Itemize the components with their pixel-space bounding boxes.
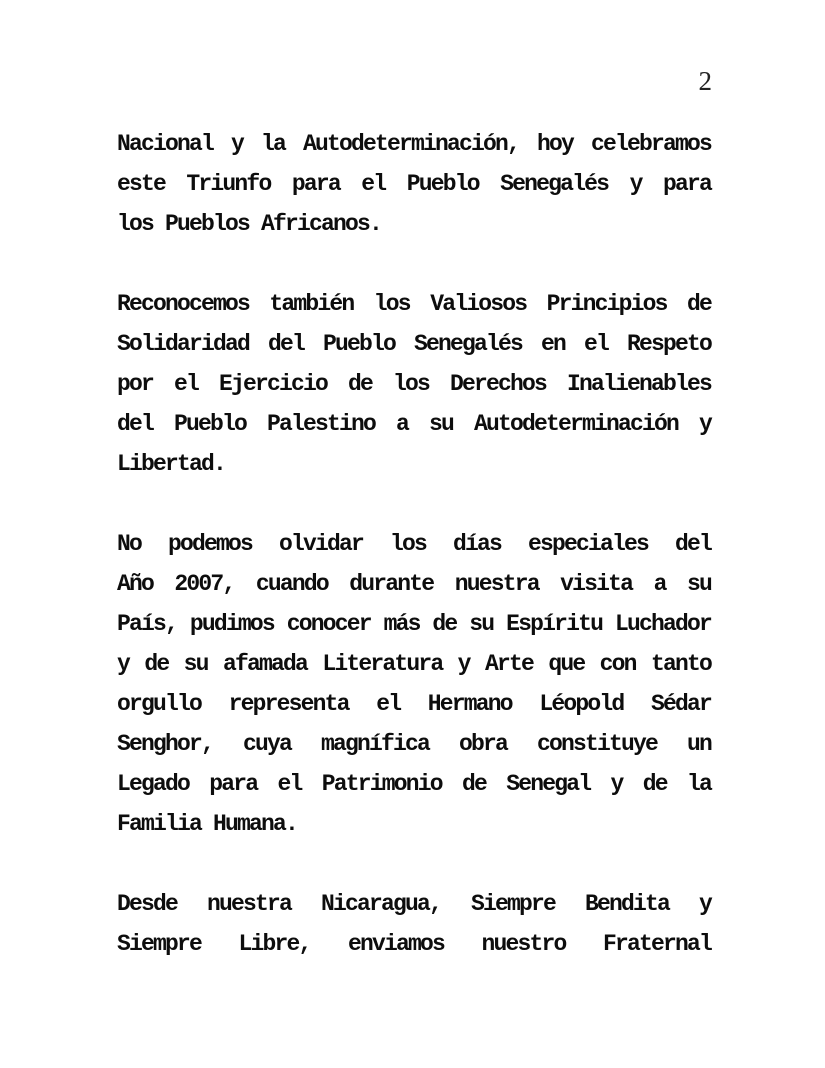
text-line: Año 2007, cuando durante nuestra visita a su xyxy=(117,571,711,597)
paragraph xyxy=(117,124,711,244)
text-line: Siempre Libre, enviamos nuestro Fraternal xyxy=(117,931,711,957)
text-line: Legado para el Patrimonio de Senegal y de la xyxy=(117,771,711,797)
text-line: Desde nuestra Nicaragua, Siempre Bendita y xyxy=(117,891,711,917)
text-line: No podemos olvidar los días especiales del xyxy=(117,531,711,557)
text-line: los Pueblos Africanos. xyxy=(117,211,382,237)
paragraph xyxy=(117,524,711,844)
paragraph xyxy=(117,884,711,964)
text-line: Nacional y la Autodeterminación, hoy celebramos xyxy=(117,131,711,157)
page-number: 2 xyxy=(698,66,712,96)
text-line: este Triunfo para el Pueblo Senegalés y para xyxy=(117,171,711,197)
text-line: Libertad. xyxy=(117,451,226,477)
text-line: y de su afamada Literatura y Arte que con tanto xyxy=(117,651,711,677)
text-line: País, pudimos conocer más de su Espíritu Luchador xyxy=(117,611,711,637)
paragraph xyxy=(117,284,711,484)
document-body xyxy=(117,124,711,1004)
text-line: del Pueblo Palestino a su Autodeterminación y xyxy=(117,411,711,437)
text-line: Senghor, cuya magnífica obra constituye un xyxy=(117,731,711,757)
text-line: Reconocemos también los Valiosos Principios de xyxy=(117,291,711,317)
text-line: Solidaridad del Pueblo Senegalés en el Respeto xyxy=(117,331,711,357)
text-line: Familia Humana. xyxy=(117,811,298,837)
text-line: por el Ejercicio de los Derechos Inalienables xyxy=(117,371,711,397)
text-line: orgullo representa el Hermano Léopold Sédar xyxy=(117,691,711,717)
